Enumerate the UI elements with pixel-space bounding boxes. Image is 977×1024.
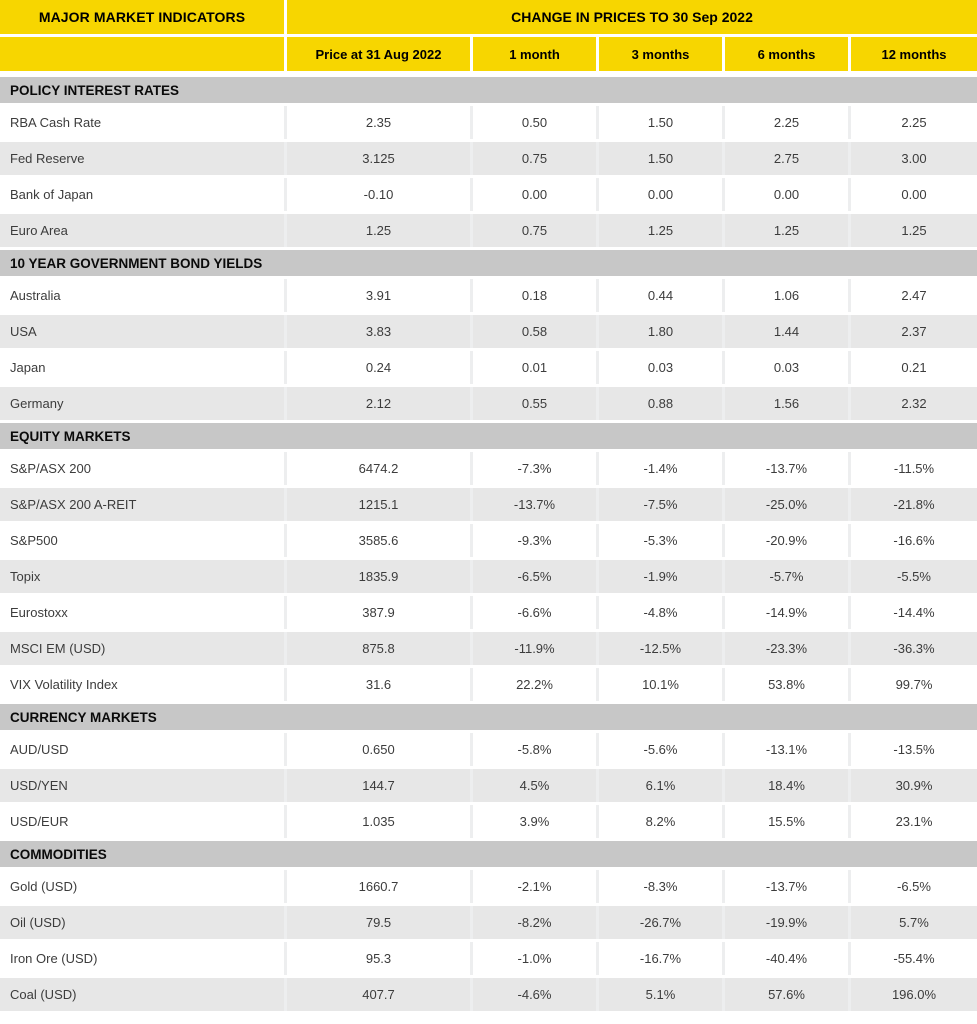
row-value-3-months: -5.3% bbox=[599, 524, 722, 557]
table-row bbox=[0, 596, 977, 629]
row-label: S&P500 bbox=[0, 524, 284, 557]
row-value-1-month: -5.8% bbox=[473, 733, 596, 766]
table-row bbox=[0, 560, 977, 593]
row-value-3-months: -26.7% bbox=[599, 906, 722, 939]
row-value-6-months: 2.75 bbox=[725, 142, 848, 175]
row-value-6-months: -23.3% bbox=[725, 632, 848, 665]
row-value-3-months: 8.2% bbox=[599, 805, 722, 838]
row-value-1-month: -6.6% bbox=[473, 596, 596, 629]
section-header-label: EQUITY MARKETS bbox=[10, 428, 131, 444]
column-header-1-month: 1 month bbox=[473, 37, 596, 71]
row-value-price: 387.9 bbox=[287, 596, 470, 629]
row-value-3-months: 0.88 bbox=[599, 387, 722, 420]
table-row bbox=[0, 488, 977, 521]
row-value-12-months: -11.5% bbox=[851, 452, 977, 485]
table-title: MAJOR MARKET INDICATORS bbox=[0, 0, 284, 34]
row-value-12-months: -6.5% bbox=[851, 870, 977, 903]
section-header bbox=[0, 77, 977, 103]
row-value-1-month: -13.7% bbox=[473, 488, 596, 521]
row-label: Iron Ore (USD) bbox=[0, 942, 284, 975]
row-value-6-months: -13.1% bbox=[725, 733, 848, 766]
table-row bbox=[0, 315, 977, 348]
row-value-price: 3.125 bbox=[287, 142, 470, 175]
row-label: Euro Area bbox=[0, 214, 284, 247]
row-label: Germany bbox=[0, 387, 284, 420]
row-value-12-months: 2.32 bbox=[851, 387, 977, 420]
row-value-6-months: 0.03 bbox=[725, 351, 848, 384]
column-header-6-months: 6 months bbox=[725, 37, 848, 71]
row-value-1-month: 22.2% bbox=[473, 668, 596, 701]
row-label: Japan bbox=[0, 351, 284, 384]
row-label: USD/EUR bbox=[0, 805, 284, 838]
row-value-1-month: -1.0% bbox=[473, 942, 596, 975]
row-value-1-month: 0.50 bbox=[473, 106, 596, 139]
row-value-1-month: 0.75 bbox=[473, 142, 596, 175]
row-label: Bank of Japan bbox=[0, 178, 284, 211]
row-value-6-months: 1.25 bbox=[725, 214, 848, 247]
row-value-3-months: 5.1% bbox=[599, 978, 722, 1011]
row-value-6-months: 1.06 bbox=[725, 279, 848, 312]
table-row bbox=[0, 942, 977, 975]
table-row bbox=[0, 733, 977, 766]
row-value-3-months: 1.50 bbox=[599, 142, 722, 175]
row-label: S&P/ASX 200 bbox=[0, 452, 284, 485]
table-row bbox=[0, 452, 977, 485]
row-value-3-months: 0.03 bbox=[599, 351, 722, 384]
row-value-12-months: 0.21 bbox=[851, 351, 977, 384]
row-value-1-month: -4.6% bbox=[473, 978, 596, 1011]
section-header bbox=[0, 423, 977, 449]
row-value-6-months: -19.9% bbox=[725, 906, 848, 939]
row-value-1-month: -9.3% bbox=[473, 524, 596, 557]
table-header-row-2 bbox=[0, 37, 977, 71]
column-header-price: Price at 31 Aug 2022 bbox=[287, 37, 470, 71]
row-value-3-months: -5.6% bbox=[599, 733, 722, 766]
row-value-3-months: -7.5% bbox=[599, 488, 722, 521]
row-value-12-months: -5.5% bbox=[851, 560, 977, 593]
table-row bbox=[0, 978, 977, 1011]
row-value-price: 407.7 bbox=[287, 978, 470, 1011]
row-value-6-months: -40.4% bbox=[725, 942, 848, 975]
row-value-12-months: -21.8% bbox=[851, 488, 977, 521]
row-value-12-months: 2.47 bbox=[851, 279, 977, 312]
row-value-price: 0.24 bbox=[287, 351, 470, 384]
row-value-price: 1835.9 bbox=[287, 560, 470, 593]
change-in-prices-header: CHANGE IN PRICES TO 30 Sep 2022 bbox=[287, 0, 977, 34]
row-value-price: 79.5 bbox=[287, 906, 470, 939]
column-header-12-months: 12 months bbox=[851, 37, 977, 71]
row-value-1-month: 0.75 bbox=[473, 214, 596, 247]
row-value-12-months: 196.0% bbox=[851, 978, 977, 1011]
row-value-12-months: 2.37 bbox=[851, 315, 977, 348]
row-value-price: 2.12 bbox=[287, 387, 470, 420]
row-value-price: 1.035 bbox=[287, 805, 470, 838]
row-value-12-months: 1.25 bbox=[851, 214, 977, 247]
row-label: Eurostoxx bbox=[0, 596, 284, 629]
row-value-6-months: 2.25 bbox=[725, 106, 848, 139]
row-label: Topix bbox=[0, 560, 284, 593]
row-value-price: 3.91 bbox=[287, 279, 470, 312]
table-row bbox=[0, 524, 977, 557]
table-row bbox=[0, 351, 977, 384]
row-value-price: 6474.2 bbox=[287, 452, 470, 485]
row-label: Australia bbox=[0, 279, 284, 312]
table-row bbox=[0, 387, 977, 420]
row-value-1-month: -2.1% bbox=[473, 870, 596, 903]
row-value-6-months: 57.6% bbox=[725, 978, 848, 1011]
column-header-3-months: 3 months bbox=[599, 37, 722, 71]
row-label: USA bbox=[0, 315, 284, 348]
table-row bbox=[0, 632, 977, 665]
table-row bbox=[0, 142, 977, 175]
row-label: Coal (USD) bbox=[0, 978, 284, 1011]
row-value-12-months: 30.9% bbox=[851, 769, 977, 802]
row-value-price: 1660.7 bbox=[287, 870, 470, 903]
row-value-1-month: -8.2% bbox=[473, 906, 596, 939]
table-header-row-1 bbox=[0, 0, 977, 34]
row-label: Oil (USD) bbox=[0, 906, 284, 939]
row-value-12-months: 2.25 bbox=[851, 106, 977, 139]
row-value-6-months: -25.0% bbox=[725, 488, 848, 521]
row-value-3-months: -1.9% bbox=[599, 560, 722, 593]
row-value-1-month: 0.01 bbox=[473, 351, 596, 384]
section-header bbox=[0, 250, 977, 276]
table-row bbox=[0, 668, 977, 701]
row-value-price: 31.6 bbox=[287, 668, 470, 701]
table-row bbox=[0, 906, 977, 939]
section-header-label: CURRENCY MARKETS bbox=[10, 709, 157, 725]
section-header-label: 10 YEAR GOVERNMENT BOND YIELDS bbox=[10, 255, 263, 271]
row-value-6-months: -13.7% bbox=[725, 870, 848, 903]
row-value-1-month: 0.00 bbox=[473, 178, 596, 211]
row-value-1-month: 0.18 bbox=[473, 279, 596, 312]
row-value-6-months: 0.00 bbox=[725, 178, 848, 211]
row-value-1-month: -7.3% bbox=[473, 452, 596, 485]
row-value-3-months: -1.4% bbox=[599, 452, 722, 485]
table-row bbox=[0, 178, 977, 211]
row-value-6-months: -13.7% bbox=[725, 452, 848, 485]
row-value-3-months: 1.80 bbox=[599, 315, 722, 348]
row-value-12-months: -13.5% bbox=[851, 733, 977, 766]
row-value-3-months: -4.8% bbox=[599, 596, 722, 629]
row-value-12-months: 99.7% bbox=[851, 668, 977, 701]
row-value-1-month: 4.5% bbox=[473, 769, 596, 802]
row-label: Gold (USD) bbox=[0, 870, 284, 903]
section-header-label: COMMODITIES bbox=[10, 846, 107, 862]
section-header bbox=[0, 704, 977, 730]
section-header-label: POLICY INTEREST RATES bbox=[10, 82, 180, 98]
row-value-1-month: 0.58 bbox=[473, 315, 596, 348]
row-value-12-months: -36.3% bbox=[851, 632, 977, 665]
table-row bbox=[0, 279, 977, 312]
row-value-1-month: 0.55 bbox=[473, 387, 596, 420]
row-value-3-months: 1.25 bbox=[599, 214, 722, 247]
row-value-price: 144.7 bbox=[287, 769, 470, 802]
row-value-12-months: -14.4% bbox=[851, 596, 977, 629]
table-row bbox=[0, 214, 977, 247]
table-row bbox=[0, 870, 977, 903]
row-value-3-months: 0.00 bbox=[599, 178, 722, 211]
table-row bbox=[0, 769, 977, 802]
table-row bbox=[0, 805, 977, 838]
corner-cell bbox=[0, 37, 284, 71]
row-value-1-month: -11.9% bbox=[473, 632, 596, 665]
row-value-12-months: -16.6% bbox=[851, 524, 977, 557]
row-value-3-months: -12.5% bbox=[599, 632, 722, 665]
row-value-6-months: 15.5% bbox=[725, 805, 848, 838]
row-value-3-months: -8.3% bbox=[599, 870, 722, 903]
row-label: RBA Cash Rate bbox=[0, 106, 284, 139]
row-value-price: 3585.6 bbox=[287, 524, 470, 557]
row-value-12-months: 3.00 bbox=[851, 142, 977, 175]
row-value-price: 0.650 bbox=[287, 733, 470, 766]
section-header bbox=[0, 841, 977, 867]
row-value-price: 1215.1 bbox=[287, 488, 470, 521]
table-row bbox=[0, 106, 977, 139]
row-value-12-months: 0.00 bbox=[851, 178, 977, 211]
row-value-price: 95.3 bbox=[287, 942, 470, 975]
row-value-6-months: -5.7% bbox=[725, 560, 848, 593]
row-value-12-months: 23.1% bbox=[851, 805, 977, 838]
row-value-3-months: -16.7% bbox=[599, 942, 722, 975]
row-value-1-month: -6.5% bbox=[473, 560, 596, 593]
row-value-6-months: 1.44 bbox=[725, 315, 848, 348]
row-value-12-months: -55.4% bbox=[851, 942, 977, 975]
row-value-6-months: -20.9% bbox=[725, 524, 848, 557]
row-label: USD/YEN bbox=[0, 769, 284, 802]
row-value-price: 1.25 bbox=[287, 214, 470, 247]
row-value-6-months: 53.8% bbox=[725, 668, 848, 701]
row-label: AUD/USD bbox=[0, 733, 284, 766]
row-label: VIX Volatility Index bbox=[0, 668, 284, 701]
row-value-price: 875.8 bbox=[287, 632, 470, 665]
row-value-3-months: 6.1% bbox=[599, 769, 722, 802]
row-value-price: -0.10 bbox=[287, 178, 470, 211]
row-value-6-months: 1.56 bbox=[725, 387, 848, 420]
row-value-price: 3.83 bbox=[287, 315, 470, 348]
row-value-3-months: 0.44 bbox=[599, 279, 722, 312]
row-value-price: 2.35 bbox=[287, 106, 470, 139]
row-value-3-months: 10.1% bbox=[599, 668, 722, 701]
row-value-6-months: -14.9% bbox=[725, 596, 848, 629]
row-label: MSCI EM (USD) bbox=[0, 632, 284, 665]
row-value-12-months: 5.7% bbox=[851, 906, 977, 939]
row-value-3-months: 1.50 bbox=[599, 106, 722, 139]
row-value-6-months: 18.4% bbox=[725, 769, 848, 802]
row-label: S&P/ASX 200 A-REIT bbox=[0, 488, 284, 521]
row-label: Fed Reserve bbox=[0, 142, 284, 175]
row-value-1-month: 3.9% bbox=[473, 805, 596, 838]
